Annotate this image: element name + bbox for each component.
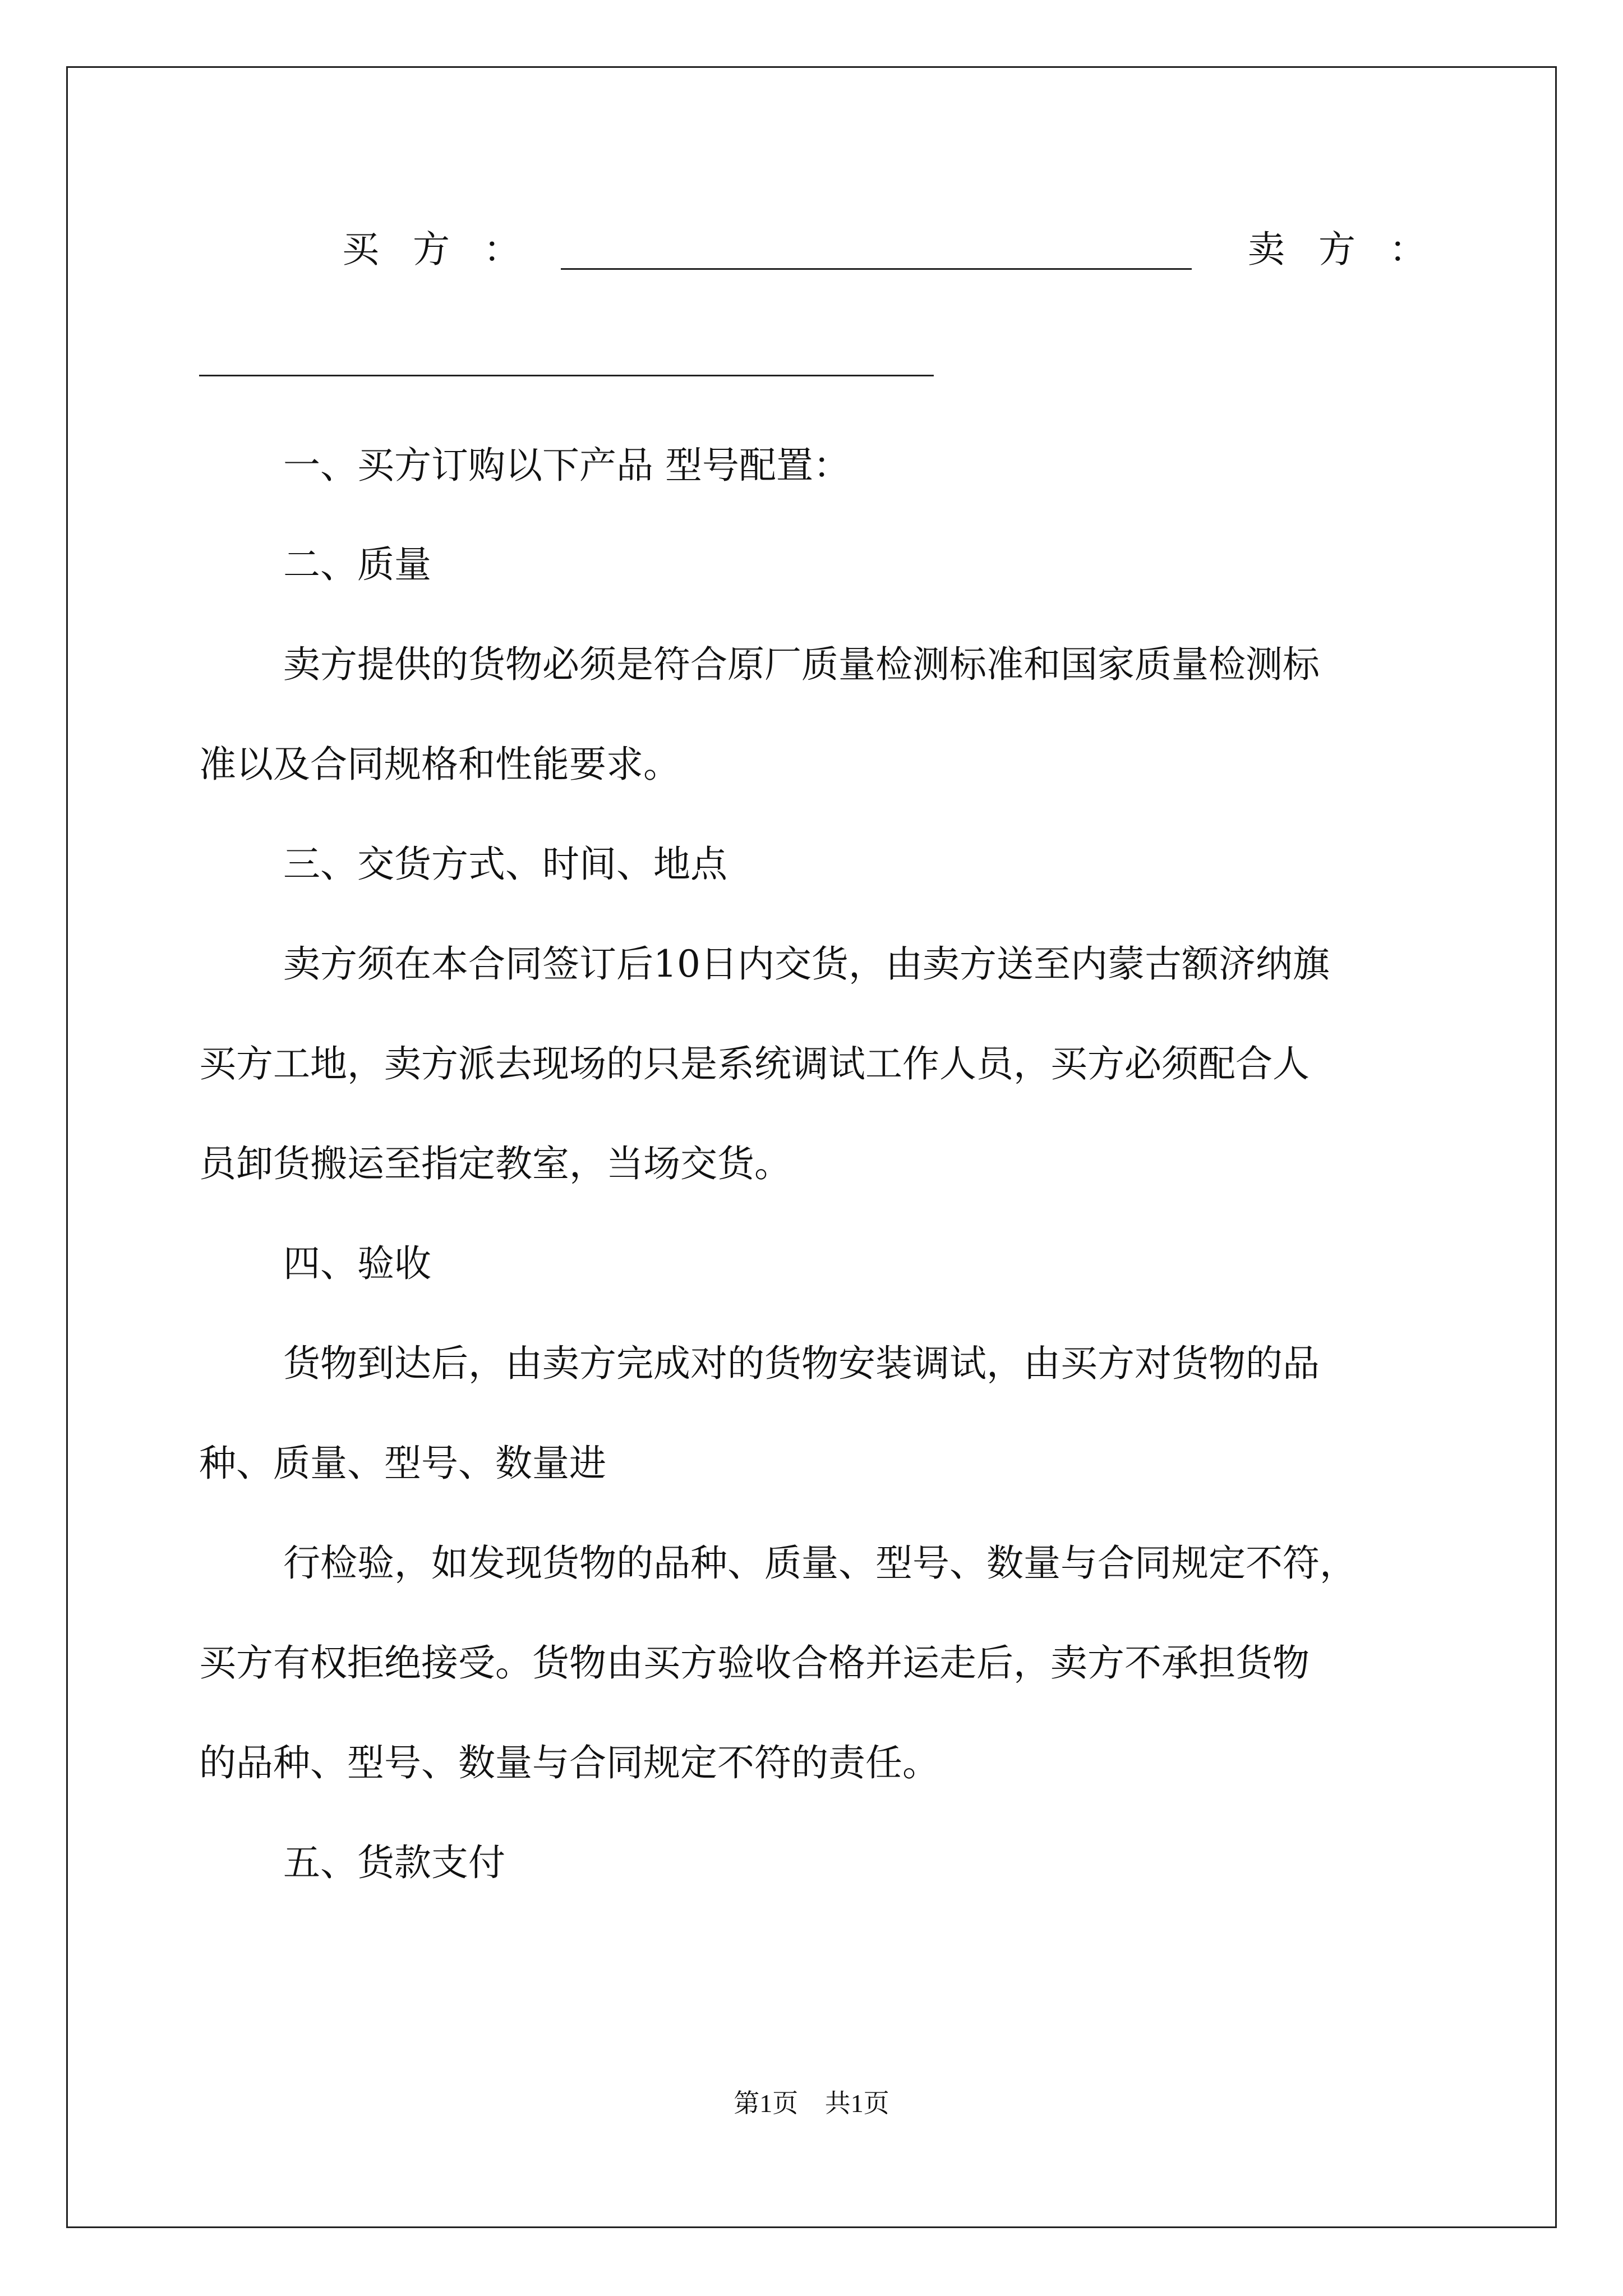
page-total: 共1页	[824, 2089, 889, 2118]
paragraph-line: 货物到达后，由卖方完成对的货物安装调试，由买方对货物的品	[283, 1342, 1320, 1385]
section-heading: 四、验收	[283, 1242, 431, 1285]
buyer-label: 买方：	[342, 228, 554, 271]
seller-blank	[199, 375, 934, 376]
section-heading: 二、质量	[283, 543, 431, 586]
paragraph-line: 卖方须在本合同签订后10日内交货，由卖方送至内蒙古额济纳旗	[283, 942, 1330, 986]
page-footer	[0, 2087, 1623, 2120]
paragraph-line: 员卸货搬运至指定教室，当场交货。	[199, 1142, 791, 1185]
section-heading: 三、交货方式、时间、地点	[283, 843, 727, 886]
page-number: 第1页	[734, 2089, 799, 2118]
paragraph-line: 行检验，如发现货物的品种、质量、型号、数量与合同规定不符，	[283, 1542, 1357, 1585]
paragraph-line: 买方有权拒绝接受。货物由买方验收合格并运走后，卖方不承担货物	[199, 1641, 1310, 1685]
paragraph-line: 准以及合同规格和性能要求。	[199, 743, 680, 786]
seller-label: 卖方：	[1248, 228, 1460, 271]
buyer-blank	[561, 268, 1192, 270]
paragraph-line: 买方工地，卖方派去现场的只是系统调试工作人员，买方必须配合人	[199, 1042, 1310, 1085]
paragraph-line: 的品种、型号、数量与合同规定不符的责任。	[199, 1741, 939, 1784]
paragraph-line: 种、质量、型号、数量进	[199, 1442, 606, 1485]
section-heading: 五、货款支付	[283, 1841, 505, 1884]
section-heading: 一、买方订购以下产品 型号配置：	[283, 444, 850, 487]
paragraph-line: 卖方提供的货物必须是符合原厂质量检测标准和国家质量检测标	[283, 643, 1320, 686]
